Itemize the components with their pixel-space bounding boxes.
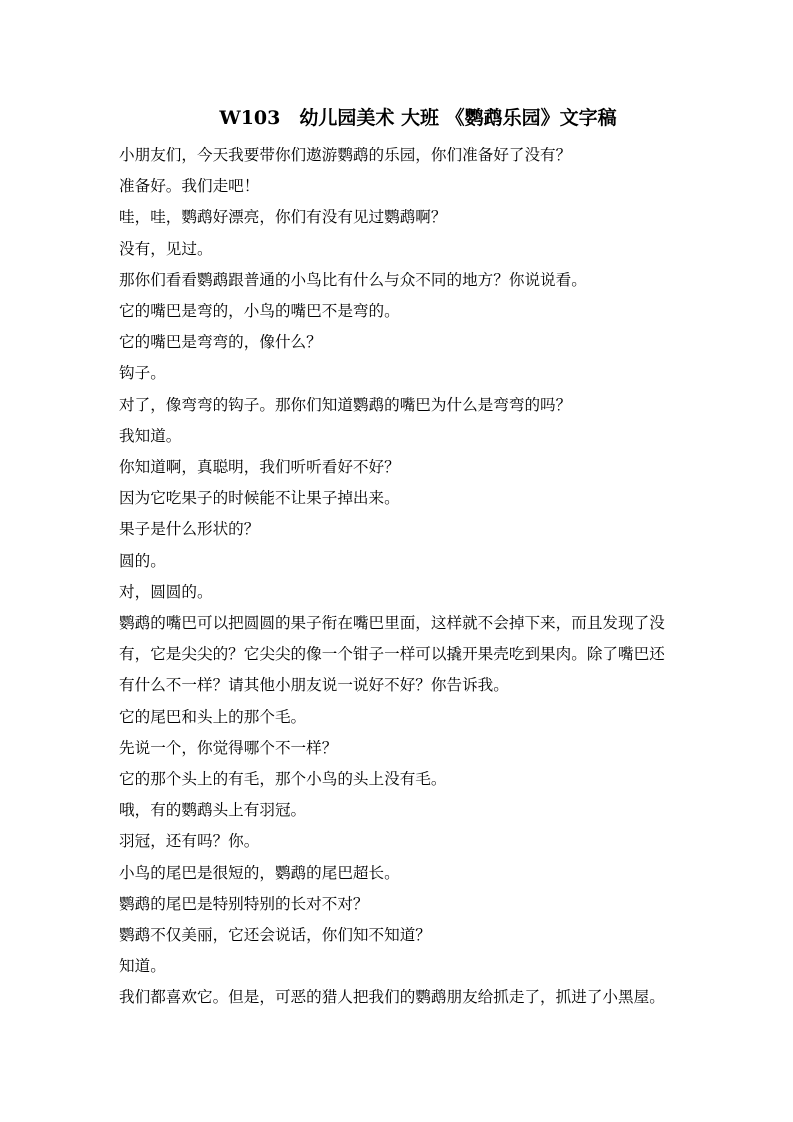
paragraph: 哦，有的鹦鹉头上有羽冠。 bbox=[119, 801, 307, 820]
document-title: W103 幼儿园美术 大班 《鹦鹉乐园》文字稿 bbox=[219, 107, 617, 129]
paragraph: 先说一个，你觉得哪个不一样？ bbox=[119, 738, 338, 757]
paragraph: 小鸟的尾巴是很短的，鹦鹉的尾巴超长。 bbox=[119, 863, 400, 882]
paragraph: 知道。 bbox=[119, 957, 166, 976]
paragraph: 因为它吃果子的时候能不让果子掉出来。 bbox=[119, 489, 400, 508]
paragraph: 我知道。 bbox=[119, 426, 182, 445]
paragraph: 对，圆圆的。 bbox=[119, 582, 213, 601]
paragraph: 对了，像弯弯的钩子。那你们知道鹦鹉的嘴巴为什么是弯弯的吗？ bbox=[119, 395, 572, 414]
paragraph: 果子是什么形状的？ bbox=[119, 520, 260, 539]
document-body bbox=[119, 140, 679, 1014]
paragraph: 鹦鹉的嘴巴可以把圆圆的果子衔在嘴巴里面，这样就不会掉下来，而且发现了没有，它是尖尖的？它尖尖的像一个钳子一样可以撬开果壳吃到果肉。除了嘴巴还有什么不一样？请其他小朋友说一说好不好？你告诉我。 bbox=[119, 614, 665, 695]
paragraph: 它的嘴巴是弯弯的，像什么？ bbox=[119, 333, 322, 352]
paragraph: 羽冠，还有吗？你。 bbox=[119, 832, 260, 851]
paragraph: 小朋友们，今天我要带你们遨游鹦鹉的乐园，你们准备好了没有？ bbox=[119, 146, 572, 164]
paragraph: 准备好。我们走吧！ bbox=[119, 177, 260, 196]
paragraph: 我们都喜欢它。但是，可恶的猎人把我们的鹦鹉朋友给抓走了，抓进了小黑屋。 bbox=[119, 988, 665, 1007]
paragraph: 圆的。 bbox=[119, 551, 166, 570]
paragraph: 你知道啊，真聪明，我们听听看好不好？ bbox=[119, 458, 400, 477]
paragraph: 它的嘴巴是弯的，小鸟的嘴巴不是弯的。 bbox=[119, 302, 400, 321]
paragraph: 那你们看看鹦鹉跟普通的小鸟比有什么与众不同的地方？你说说看。 bbox=[119, 270, 587, 289]
paragraph: 鹦鹉的尾巴是特别特别的长对不对？ bbox=[119, 894, 369, 913]
paragraph: 它的那个头上的有毛，那个小鸟的头上没有毛。 bbox=[119, 770, 447, 789]
paragraph: 哇，哇，鹦鹉好漂亮，你们有没有见过鹦鹉啊？ bbox=[119, 208, 447, 227]
paragraph: 钩子。 bbox=[119, 364, 166, 383]
paragraph: 鹦鹉不仅美丽，它还会说话，你们知不知道？ bbox=[119, 926, 431, 945]
paragraph: 它的尾巴和头上的那个毛。 bbox=[119, 707, 307, 726]
paragraph: 没有，见过。 bbox=[119, 239, 213, 258]
